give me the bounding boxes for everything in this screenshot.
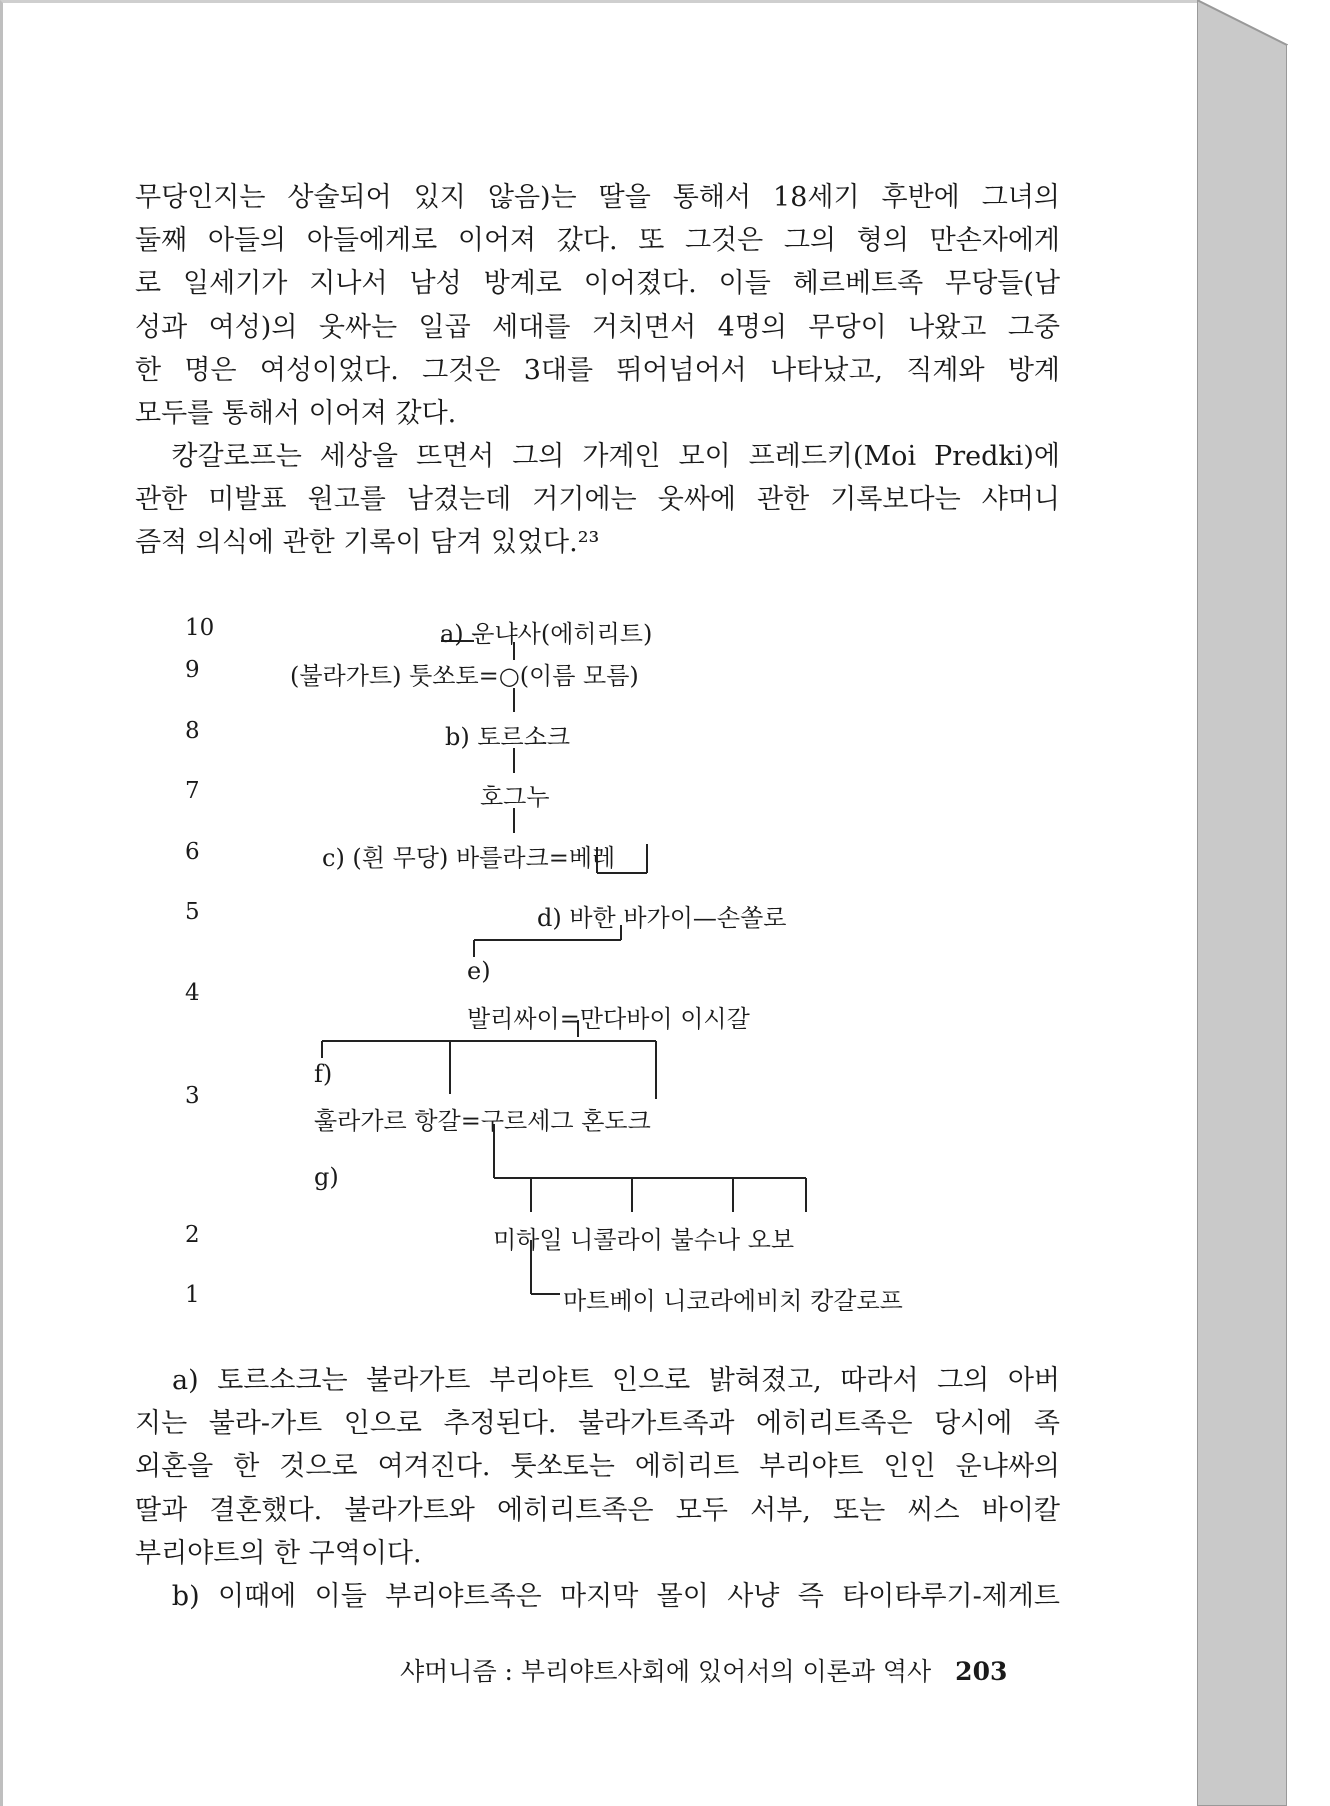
- generation-number: 4: [185, 980, 200, 1006]
- node-e-label: e): [467, 957, 491, 985]
- node-b-torsok: b) 토르소크: [445, 723, 571, 751]
- text-line: 성과 여성)의 웃싸는 일곱 세대를 거치면서 4명의 무당이 나왔고 그중: [135, 311, 1060, 343]
- page-number: 203: [955, 1657, 1008, 1686]
- text-line: 지는 불라-가트 인으로 추정된다. 불라가트족과 에히리트족은 당시에 족: [135, 1408, 1060, 1440]
- node-d-bahan-bagai: d) 바한 바가이—손쏠로: [537, 904, 787, 932]
- text-line: 즘적 의식에 관한 기록이 담겨 있었다.²³: [135, 527, 600, 559]
- node-gen9-tutsoto: (불라가트) 툿쏘토=○(이름 모름): [290, 662, 639, 690]
- node-g-label: g): [314, 1163, 339, 1191]
- text-line: 모두를 통해서 이어져 갔다.: [135, 398, 457, 430]
- node-gen4-balissai: 발리싸이=만다바이 이시갈: [467, 1005, 750, 1033]
- text-line: b) 이때에 이들 부리야트족은 마지막 몰이 사냥 즉 타이타루기-제게트: [135, 1581, 1060, 1613]
- generation-number: 2: [185, 1222, 200, 1248]
- text-line: 관한 미발표 원고를 남겼는데 거기에는 웃싸에 관한 기록보다는 샤머니: [135, 484, 1060, 516]
- generation-number: 3: [185, 1083, 200, 1109]
- node-gen2-mikhail: 미하일 니콜라이 불수나 오보: [493, 1226, 795, 1254]
- generation-number: 7: [185, 778, 200, 804]
- text-line: 한 명은 여성이었다. 그것은 3대를 뛰어넘어서 나타났고, 직계와 방계: [135, 354, 1060, 386]
- node-gen1-kangalov: 마트베이 니코라에비치 캉갈로프: [563, 1287, 903, 1315]
- footnotes-block: [135, 1359, 1060, 1618]
- generation-number: 9: [185, 657, 200, 683]
- node-gen7-hognu: 호그누: [480, 783, 550, 811]
- running-footer: [400, 1652, 1007, 1688]
- node-f-label: f): [314, 1060, 333, 1088]
- generation-number: 6: [185, 839, 200, 865]
- text-line: 외혼을 한 것으로 여겨진다. 툿쏘토는 에히리트 부리야트 인인 운냐싸의: [135, 1451, 1060, 1483]
- text-line: 로 일세기가 지나서 남성 방계로 이어졌다. 이들 헤르베트족 무당들(남: [135, 268, 1060, 300]
- running-title: 샤머니즘 : 부리야트사회에 있어서의 이론과 역사: [400, 1657, 932, 1686]
- generation-number: 10: [185, 615, 215, 641]
- text-line: a) 토르소크는 불라가트 부리야트 인으로 밝혀졌고, 따라서 그의 아버: [135, 1365, 1060, 1396]
- text-line: 캉갈로프는 세상을 뜨면서 그의 가계인 모이 프레드키(Moi Predki)에: [135, 441, 1060, 472]
- generation-number: 8: [185, 718, 200, 744]
- generation-number: 5: [185, 899, 200, 925]
- generation-number: 1: [185, 1282, 200, 1308]
- node-a-unyasa: a) 운냐사(에히리트): [440, 620, 653, 648]
- node-gen3-hulagar: 훌라가르 항갈=구르세그 혼도크: [314, 1107, 651, 1135]
- text-line: 무당인지는 상술되어 있지 않음)는 딸을 통해서 18세기 후반에 그녀의: [135, 182, 1060, 213]
- text-line: 딸과 결혼했다. 불라가트와 에히리트족은 모두 서부, 또는 씨스 바이칼: [135, 1494, 1060, 1526]
- text-line: 부리야트의 한 구역이다.: [135, 1537, 422, 1569]
- text-line: 둘째 아들의 아들에게로 이어져 갔다. 또 그것은 그의 형의 만손자에게: [135, 225, 1060, 257]
- node-c-barlak: c) (흰 무당) 바를라크=베레: [322, 844, 616, 872]
